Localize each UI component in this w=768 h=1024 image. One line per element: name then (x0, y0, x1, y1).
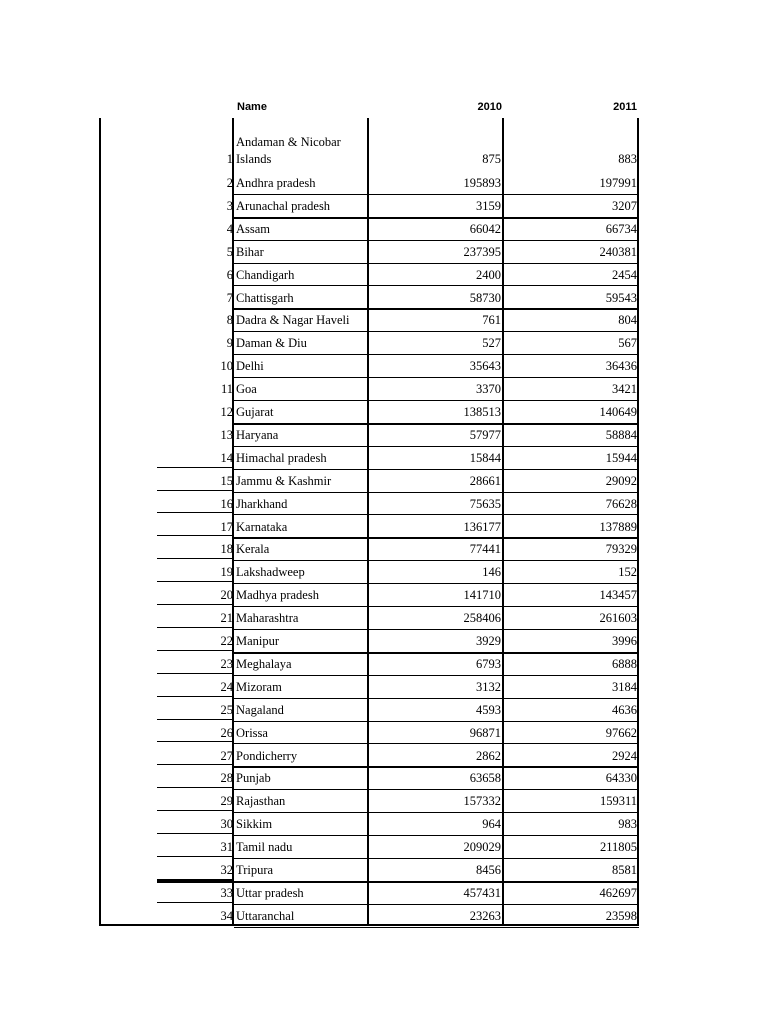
state-name: Manipur (236, 634, 280, 648)
value-2011: 59543 (605, 290, 637, 305)
margin-underline (157, 741, 234, 742)
margin-underline (157, 558, 234, 559)
state-name: Jammu & Kashmir (236, 473, 332, 488)
margin-underline (157, 787, 234, 788)
table-row (99, 722, 639, 745)
column-header-2010: 2010 (477, 101, 502, 113)
state-name: Punjab (236, 771, 271, 786)
state-name: Haryana (236, 427, 279, 442)
value-2010: 138513 (463, 405, 501, 419)
value-2010: 964 (482, 817, 501, 832)
value-2010: 157332 (463, 794, 501, 809)
value-2010: 6793 (476, 656, 501, 671)
state-name: Meghalaya (236, 656, 292, 671)
value-2011: 64330 (605, 771, 637, 786)
margin-underline (157, 925, 234, 926)
value-2011: 152 (618, 565, 637, 580)
column-header-2011: 2011 (613, 101, 637, 113)
row-number: 24 (220, 679, 233, 694)
value-2011: 211805 (599, 840, 637, 855)
state-name: Delhi (236, 359, 264, 374)
table-row (99, 424, 639, 447)
column-header-name: Name (237, 101, 267, 113)
row-number: 12 (220, 405, 233, 419)
value-2011: 883 (618, 152, 637, 166)
value-2010: 527 (482, 336, 501, 351)
value-2010: 2862 (476, 748, 501, 763)
state-name: Chattisgarh (236, 290, 294, 305)
table-row (99, 218, 639, 241)
table-row (99, 401, 639, 424)
row-number: 19 (220, 565, 233, 580)
margin-underline (157, 581, 234, 582)
table-row (99, 516, 639, 539)
value-2011: 8581 (612, 863, 637, 877)
margin-underline (157, 696, 234, 697)
table-row (99, 447, 639, 470)
state-name: Daman & Diu (236, 336, 307, 351)
value-2010: 195893 (463, 176, 501, 190)
row-number: 31 (220, 840, 233, 855)
data-table (99, 118, 639, 926)
table-row (99, 470, 639, 493)
state-name: Rajasthan (236, 794, 286, 809)
table-row (99, 309, 639, 332)
table-row (99, 195, 639, 218)
row-number: 29 (220, 794, 233, 809)
state-name: Uttaranchal (236, 908, 295, 923)
row-number: 32 (220, 863, 233, 877)
table-row (99, 561, 639, 584)
state-name: Andaman & Nicobar Islands (236, 135, 341, 166)
state-name: Himachal pradesh (236, 450, 327, 465)
table-row (99, 859, 639, 882)
value-2011: 66734 (605, 221, 637, 236)
row-number: 26 (220, 725, 233, 740)
state-name: Arunachal pradesh (236, 198, 331, 213)
value-2010: 258406 (463, 611, 501, 626)
value-2010: 3132 (476, 679, 501, 694)
table-row (99, 241, 639, 264)
value-2010: 28661 (469, 473, 501, 488)
value-2011: 58884 (605, 427, 637, 442)
value-2011: 23598 (605, 908, 637, 923)
row-number: 14 (220, 450, 233, 465)
value-2010: 136177 (463, 519, 501, 534)
row-number: 9 (226, 336, 233, 351)
state-name: Nagaland (236, 702, 284, 717)
table-row (99, 813, 639, 836)
row-separator (234, 927, 639, 928)
value-2010: 96871 (469, 725, 501, 740)
value-2011: 29092 (605, 473, 637, 488)
state-name: Mizoram (236, 679, 282, 694)
value-2010: 141710 (463, 588, 501, 603)
row-number: 34 (220, 908, 233, 923)
value-2011: 804 (618, 313, 637, 328)
value-2010: 2400 (476, 267, 501, 282)
value-2010: 875 (482, 152, 501, 166)
row-number: 15 (220, 473, 233, 488)
value-2010: 23263 (469, 908, 501, 923)
value-2011: 462697 (599, 885, 637, 900)
row-number: 4 (226, 221, 233, 236)
value-2010: 57977 (469, 427, 501, 442)
value-2011: 4636 (612, 702, 637, 717)
margin-underline (157, 535, 234, 536)
row-number: 23 (220, 656, 233, 671)
table-row (99, 378, 639, 401)
row-number: 30 (220, 817, 233, 832)
state-name: Bihar (236, 244, 264, 259)
table-row (99, 790, 639, 813)
state-name: Chandigarh (236, 267, 295, 282)
value-2010: 63658 (469, 771, 501, 786)
table-row (99, 264, 639, 287)
state-name: Dadra & Nagar Haveli (236, 313, 350, 328)
row-number: 18 (220, 542, 233, 557)
value-2011: 261603 (599, 611, 637, 626)
value-2011: 3996 (612, 634, 637, 648)
state-name: Sikkim (236, 817, 273, 832)
row-number: 8 (226, 313, 233, 328)
margin-underline (157, 764, 234, 765)
value-2010: 35643 (469, 359, 501, 374)
margin-underline (157, 810, 234, 811)
row-number: 1 (226, 152, 233, 166)
margin-underline (157, 490, 234, 491)
row-number: 28 (220, 771, 233, 786)
state-name: Kerala (236, 542, 270, 557)
value-2011: 143457 (599, 588, 637, 603)
table-row (99, 836, 639, 859)
row-number: 25 (220, 702, 233, 717)
value-2011: 3184 (612, 679, 637, 694)
value-2010: 15844 (469, 450, 501, 465)
table-row (99, 905, 639, 928)
table-row (99, 767, 639, 790)
row-number: 10 (220, 359, 233, 374)
table-row (99, 882, 639, 905)
state-name: Tripura (236, 863, 274, 877)
state-name: Gujarat (236, 405, 274, 419)
row-number: 11 (220, 382, 233, 397)
state-name: Karnataka (236, 519, 288, 534)
state-name: Maharashtra (236, 611, 299, 626)
value-2011: 140649 (599, 405, 637, 419)
value-2010: 3159 (476, 198, 501, 213)
row-number: 17 (220, 519, 233, 534)
value-2011: 97662 (605, 725, 637, 740)
row-number: 33 (220, 885, 233, 900)
value-2010: 237395 (463, 244, 501, 259)
row-number: 16 (220, 496, 233, 511)
margin-underline (157, 604, 234, 605)
value-2010: 77441 (469, 542, 501, 557)
value-2010: 3370 (476, 382, 501, 397)
table-row (99, 699, 639, 722)
value-2011: 137889 (599, 519, 637, 534)
state-name: Andhra pradesh (236, 176, 316, 190)
value-2011: 3421 (612, 382, 637, 397)
value-2011: 15944 (605, 450, 637, 465)
margin-underline (157, 719, 234, 720)
value-2010: 3929 (476, 634, 501, 648)
table-row (99, 653, 639, 676)
table-row (99, 538, 639, 561)
value-2010: 457431 (463, 885, 501, 900)
value-2011: 2454 (612, 267, 637, 282)
table-row (99, 134, 639, 174)
row-number: 21 (220, 611, 233, 626)
value-2011: 567 (618, 336, 637, 351)
table-row (99, 355, 639, 378)
value-2010: 146 (482, 565, 501, 580)
margin-underline (157, 627, 234, 628)
value-2011: 36436 (605, 359, 637, 374)
table-row (99, 630, 639, 653)
margin-underline (157, 467, 234, 468)
table-row (99, 493, 639, 516)
state-name: Jharkhand (236, 496, 288, 511)
state-name: Madhya pradesh (236, 588, 319, 603)
row-number: 6 (226, 267, 233, 282)
value-2010: 761 (482, 313, 501, 328)
table-row (99, 607, 639, 630)
table-row (99, 172, 639, 195)
state-name: Tamil nadu (236, 840, 293, 855)
value-2010: 209029 (463, 840, 501, 855)
value-2011: 76628 (605, 496, 637, 511)
value-2011: 6888 (612, 656, 637, 671)
row-number: 2 (226, 176, 233, 190)
state-name: Pondicherry (236, 748, 298, 763)
value-2010: 8456 (476, 863, 501, 877)
margin-underline (157, 650, 234, 651)
value-2010: 58730 (469, 290, 501, 305)
value-2011: 79329 (605, 542, 637, 557)
state-name: Goa (236, 382, 257, 397)
row-number: 13 (220, 427, 233, 442)
margin-underline (157, 902, 234, 903)
state-name: Uttar pradesh (236, 885, 304, 900)
margin-underline (157, 512, 234, 513)
value-2010: 4593 (476, 702, 501, 717)
table-row (99, 287, 639, 310)
table-row (99, 676, 639, 699)
value-2010: 75635 (469, 496, 501, 511)
value-2011: 159311 (599, 794, 637, 809)
row-number: 22 (220, 634, 233, 648)
value-2011: 240381 (599, 244, 637, 259)
state-name: Assam (236, 221, 271, 236)
row-number: 27 (220, 748, 233, 763)
value-2010: 66042 (469, 221, 501, 236)
row-number: 3 (226, 198, 233, 213)
value-2011: 983 (618, 817, 637, 832)
row-number: 7 (226, 290, 233, 305)
margin-underline (157, 673, 234, 674)
table-row (99, 332, 639, 355)
value-2011: 197991 (599, 176, 637, 190)
table-row (99, 584, 639, 607)
row-number: 5 (226, 244, 233, 259)
margin-underline (157, 833, 234, 834)
margin-underline (157, 856, 234, 857)
value-2011: 2924 (612, 748, 637, 763)
state-name: Lakshadweep (236, 565, 305, 580)
state-name: Orissa (236, 725, 268, 740)
table-row (99, 745, 639, 768)
row-number: 20 (220, 588, 233, 603)
value-2011: 3207 (612, 198, 637, 213)
